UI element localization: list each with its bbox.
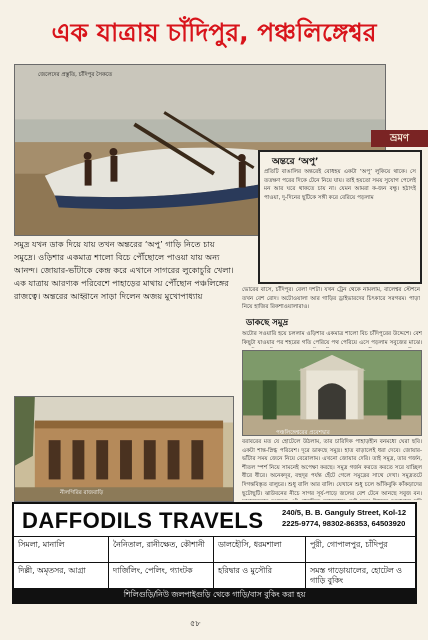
palace-photo-caption: নীলগিরির রাজবাড়ি bbox=[60, 490, 104, 496]
intro-continued: ভোরের বাসে, চাঁদিপুর। বেলা দশটা। যখন ট্রেন থেকে নামলাম, বালেশ্বর স্টেশনে তখন বেশ রোদ। অটোওয়ালা আর গাড়ির ড্রাইভারদের চিৎকারে সরগরম। পাড়া নিয়ে হাজির রিকশাওয়ালারাও। bbox=[242, 287, 420, 311]
intro-box-text: প্রতিটি বাঙালির অন্তরেই বোধহয় একটা ‘অপু’ লুকিয়ে থাকে। সে ততক্ষণ পরের দিকে টেনে নিয়ে যায়। তাই হয়তো সময় সুযোগ পেলেই মন আর ঘরে থাকতে চায় না। যেমন আমরা ক-জন বন্ধু। হঠাৎই পাওয়া, দু-দিনের ছুটিকে সঙ্গী করে বেরিয়ে পড়লাম bbox=[264, 169, 416, 201]
ad-destination: পুরী, গোপালপুর, চাঁদিপুর bbox=[306, 537, 415, 563]
ad-phone-line: 2225-9774, 98302-86353, 64503920 bbox=[282, 519, 406, 528]
ad-destination: দিল্লী, অমৃতসর, আগ্রা bbox=[14, 563, 109, 589]
ad-destination: ডালহৌসি, ধরমশালা bbox=[214, 537, 306, 563]
article-headline: এক যাত্রায় চাঁদিপুর, পঞ্চলিঙ্গেশ্বর bbox=[51, 18, 377, 47]
temple-photo bbox=[242, 350, 422, 436]
ad-footer-banner: শিলিগুড়ি/নিউ জলপাইগুড়ি থেকে গাড়ি/বাস বুকিং করা হয় bbox=[14, 588, 415, 602]
ad-brand-name: DAFFODILS TRAVELS bbox=[22, 508, 264, 533]
ad-destination: দার্জিলিং, পেলিং, গ্যাংটক bbox=[109, 563, 214, 589]
body-paragraph-2: বরাবরের মত যে হোটেলে উঠলাম, তার চারিদিক পাহাড়হীন বনমধ্যে ঘেরা ছবি। একটা শান্ত-স্নিগ্ধ পরিবেশ। দূরে ডাকছে সমুদ্র। হাত বাড়ালেই ধরা দেবে। জোয়ার-ভাঁটার সময় জেনে নিয়ে বেরোলাম। এখনো জোয়ার দেরি। তাই সমুদ্র, তার গর্জন, শীতল স্পর্শ নিয়ে সামনেই অপেক্ষা করছে। সমুদ্র গর্জন করতে করতে সরে যাচ্ছিল ধীরে ধীরে। অনেকদূর, বহুদূর পর্যন্ত হেঁটে গেলে সমুদ্রের সাথে দেখা। সমুদ্রতটে দিগন্তবিস্তৃত বালুচর। শুধু বালি আর বালি। যেখানে শুধু চলে আঁকিবুকি কাঁকড়াদের ছুটোছুটি। ঝাউবনের নীচে সাগর সূর্য-পাড়ে জলের বেশ টেনে আনছে সবুজ বন। bbox=[242, 439, 422, 497]
travel-advertisement bbox=[12, 502, 417, 604]
ad-destination-grid bbox=[14, 536, 415, 588]
lead-paragraph: সমুদ্র যখন ডাক দিয়ে যায় তখন অন্তরের ‘অপু’ গাড়ি নিতে চায় সমুদ্রে। ওড়িশার একমাত্র শালো বিচে পৌঁছোলে পাওয়া যায় অন্য আনন্দ। জোয়ার-ভাঁটাকে কেন্দ্র করে এখানে সাগরের লুকোচুরি খেলা। এক যাত্রায় আরণ্যক পরিবেশে পাহাড়ের মাথায় পৌঁছোন পঞ্চলিঙ্গের রাজত্বে। অন্তরের আহ্বানে সাড়া দিলেন অজয় মুখোপাধ্যায় bbox=[14, 239, 234, 301]
palace-photo bbox=[14, 396, 234, 502]
ad-destination: হরিদ্বার ও মুসৌরি bbox=[214, 563, 306, 589]
palace-photo-image bbox=[15, 397, 233, 501]
ad-destination: সিমলা, মানালি bbox=[14, 537, 109, 563]
section-subhead: ডাকছে সমুদ্র bbox=[246, 318, 289, 328]
ad-address-line: 240/5, B. B. Ganguly Street, Kol-12 bbox=[282, 508, 407, 517]
body-paragraph-1: অটোর সওয়ারি হয়ে চললাম ওড়িশার একমাত্র শালো বিচ চাঁদিপুরের উদ্দেশে। বেশ কিছুটা যাওয়ার পর শহরের গতি পেরিয়ে পথ পেরিয়ে এসে পড়লাম সবুজের মাঝে। bbox=[242, 331, 422, 346]
intro-box-title: অন্তরে ‘অপু’ bbox=[272, 157, 319, 167]
ad-destination: নৈনিতাল, রানীক্ষেত, কৌশানী bbox=[109, 537, 214, 563]
boat-photo-caption: জেলেদের প্রস্তুতি, চাঁদিপুর সৈকতে bbox=[38, 72, 113, 78]
ad-destination: সমস্ত গাড়োয়ালের, হোটেল ও গাড়ি বুকিং bbox=[306, 563, 415, 589]
ad-address bbox=[282, 507, 406, 529]
temple-photo-caption: পঞ্চলিঙ্গেশ্বরের প্রবেশদ্বার bbox=[276, 430, 330, 436]
page-number: ৫৮ bbox=[190, 619, 201, 628]
section-tag: ভ্রমণ bbox=[371, 130, 428, 147]
temple-photo-image bbox=[243, 351, 421, 435]
